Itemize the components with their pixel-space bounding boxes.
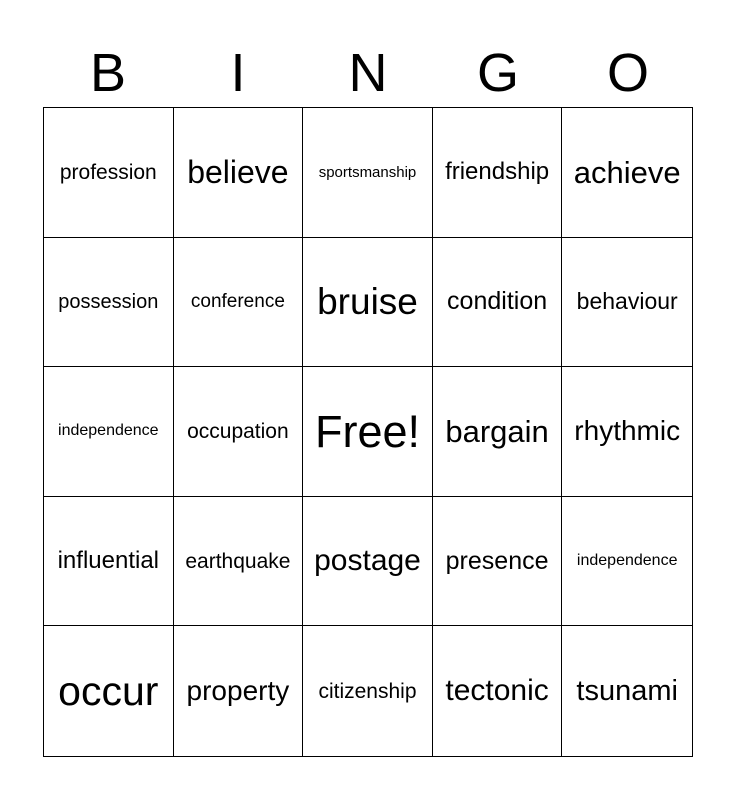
header-letter-b: B	[89, 43, 127, 103]
bingo-header	[43, 38, 693, 108]
bingo-cell[interactable]: achieve	[562, 108, 692, 238]
bingo-cell[interactable]: independence	[562, 497, 692, 627]
bingo-cell[interactable]: occupation	[174, 367, 304, 497]
header-letter-g: G	[476, 43, 519, 103]
bingo-board	[43, 107, 693, 757]
header-letter-n: N	[348, 43, 388, 103]
bingo-cell[interactable]: earthquake	[174, 497, 304, 627]
bingo-cell[interactable]: influential	[44, 497, 174, 627]
bingo-cell[interactable]: bargain	[433, 367, 563, 497]
bingo-cell[interactable]: sportsmanship	[303, 108, 433, 238]
bingo-cell[interactable]: friendship	[433, 108, 563, 238]
bingo-cell[interactable]: postage	[303, 497, 433, 627]
header-letter-o: O	[606, 43, 649, 103]
bingo-cell[interactable]: behaviour	[562, 238, 692, 368]
bingo-cell[interactable]: conference	[174, 238, 304, 368]
bingo-cell[interactable]: independence	[44, 367, 174, 497]
bingo-cell[interactable]: bruise	[303, 238, 433, 368]
bingo-cell[interactable]: condition	[433, 238, 563, 368]
bingo-cell[interactable]: property	[174, 626, 304, 756]
bingo-cell[interactable]: presence	[433, 497, 563, 627]
bingo-cell[interactable]: tectonic	[433, 626, 563, 756]
bingo-cell[interactable]: possession	[44, 238, 174, 368]
bingo-cell[interactable]: tsunami	[576, 674, 678, 707]
header-letter-i: I	[230, 43, 246, 103]
bingo-cell[interactable]: occur	[44, 626, 174, 756]
free-space[interactable]: Free!	[303, 367, 433, 497]
bingo-cell[interactable]: citizenship	[303, 626, 433, 756]
bingo-cell[interactable]: profession	[44, 108, 174, 238]
bingo-cell[interactable]: believe	[174, 108, 304, 238]
bingo-cell[interactable]: rhythmic	[562, 367, 692, 497]
